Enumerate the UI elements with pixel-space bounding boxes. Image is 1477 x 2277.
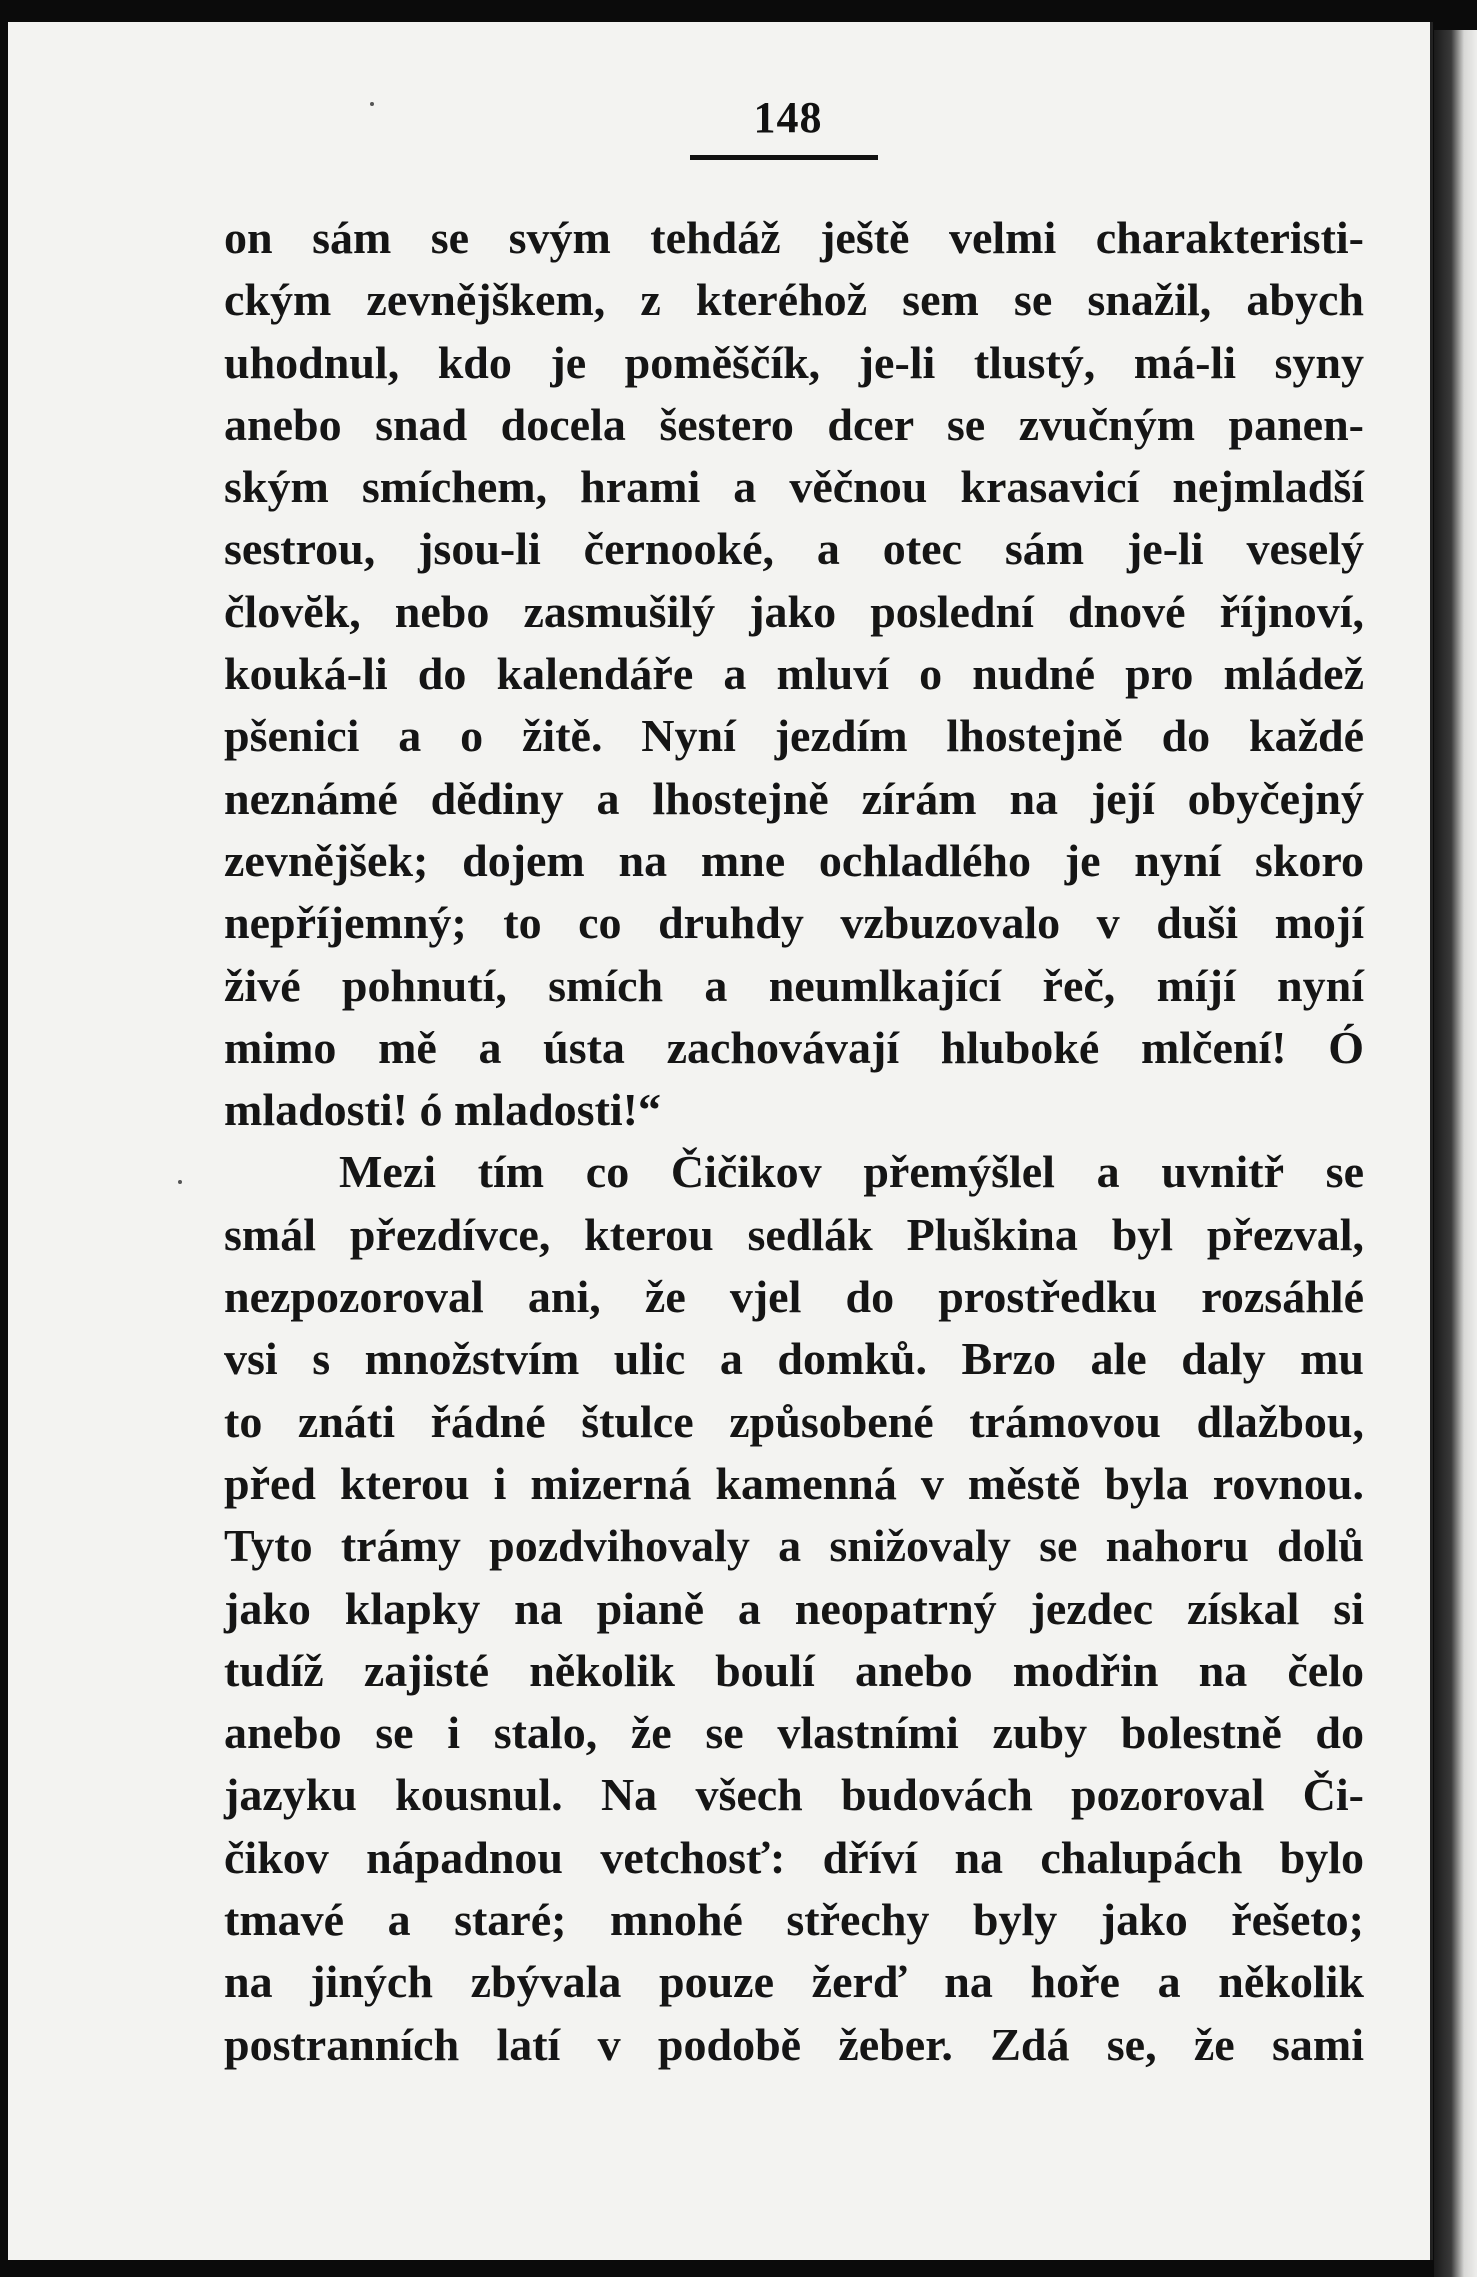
text-line: tmavé a staré; mnohé střechy byly jako řešeto; [224,1894,1364,1946]
text-line: vsi s množstvím ulic a domků. Brzo ale daly mu [224,1333,1364,1385]
text-line: ckým zevnějškem, z kteréhož sem se snažil, abych [224,274,1364,326]
text-line: jazyku kousnul. Na všech budovách pozoroval Či- [224,1769,1364,1821]
header-rule [690,155,878,160]
text-line: mladosti! ó mladosti!“ [224,1084,661,1136]
text-line: ským smíchem, hrami a věčnou krasavicí nejmladší [224,461,1364,513]
text-line: to znáti řádné štulce způsobené trámovou dlažbou, [224,1395,1364,1447]
text-line: anebo snad docela šestero dcer se zvučným panen- [224,398,1364,450]
text-line: neznámé dědiny a lhostejně zírám na její obyčejný [224,772,1364,824]
text-line: Tyto trámy pozdvihovaly a snižovaly se nahoru dolů [224,1520,1364,1572]
text-line: uhodnul, kdo je poměščík, je-li tlustý, má-li syny [224,336,1364,388]
text-line: před kterou i mizerná kamenná v městě byla rovnou. [224,1457,1364,1509]
scan-speck [178,1180,182,1184]
text-line: sestrou, jsou-li černooké, a otec sám je-li veselý [224,523,1364,575]
text-line: človĕk, nebo zasmušilý jako poslední dnové říjnoví, [224,585,1364,637]
page-number: 148 [753,93,823,142]
text-line: mimo mě a ústa zachovávají hluboké mlčení! Ó [224,1021,1364,1073]
text-line: kouká-li do kalendáře a mluví o nudné pro mládež [224,648,1364,700]
text-line: jako klapky na pianě a neopatrný jezdec získal si [224,1582,1364,1634]
body-text [224,207,1364,2076]
scan-speck [370,102,374,106]
text-line: nepříjemný; to co druhdy vzbuzovalo v duši mojí [224,897,1364,949]
text-line: on sám se svým tehdáž ještě velmi charakteristi- [224,212,1364,263]
text-line: nezpozoroval ani, že vjel do prostředku rozsáhlé [224,1271,1364,1323]
text-line: tudíž zajisté několik boulí anebo modřin na čelo [224,1644,1364,1696]
text-line: anebo se i stalo, že se vlastními zuby bolestně do [224,1707,1364,1759]
text-line: Mezi tím co Čičikov přemýšlel a uvnitř se [339,1146,1364,1198]
text-line: postranních latí v podobě žeber. Zdá se, že sami [224,2018,1364,2070]
text-line: smál přezdívce, kterou sedlák Pluškina byl přezval, [224,1208,1364,1260]
text-line: na jiných zbývala pouze žerď na hoře a několik [224,1956,1364,2008]
text-line: živé pohnutí, smích a neumlkající řeč, míjí nyní [224,959,1364,1011]
facing-page-edge [1434,30,1477,2277]
text-line: čikov nápadnou vetchosť: dříví na chalupách bylo [224,1831,1364,1883]
text-line: zevnějšek; dojem na mne ochladlého je nyní skoro [224,834,1364,886]
book-page [8,22,1433,2260]
text-line: pšenici a o žitě. Nyní jezdím lhostejně do každé [224,710,1364,762]
